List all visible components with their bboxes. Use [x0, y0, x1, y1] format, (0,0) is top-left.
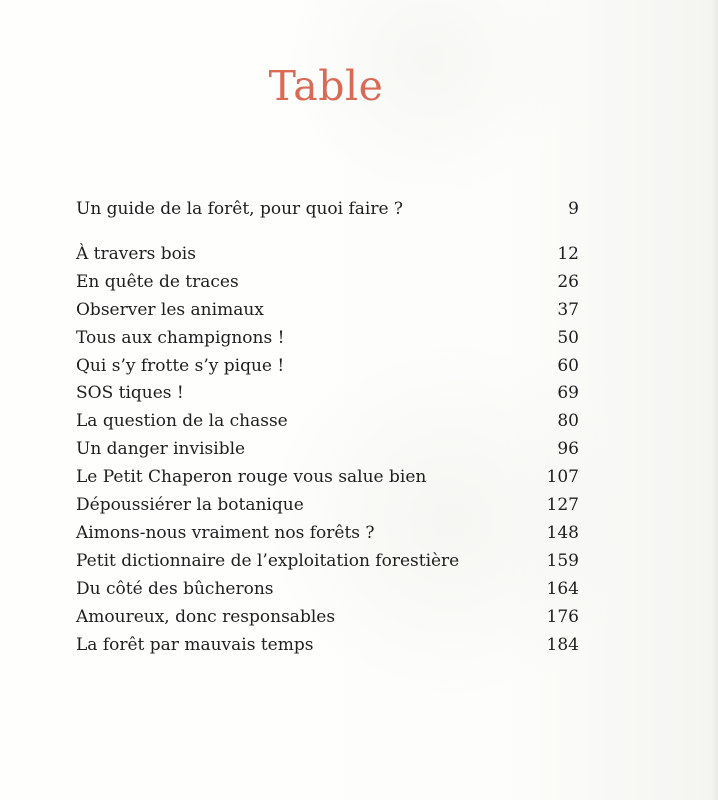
- toc-entry: [76, 633, 579, 657]
- toc-entry-page-number: 96: [557, 439, 579, 459]
- toc-entry: [76, 354, 579, 378]
- toc-entry-label: À travers bois: [76, 244, 196, 264]
- toc-entry-label: En quête de traces: [76, 272, 239, 292]
- toc-entry-label: Tous aux champignons !: [76, 328, 285, 348]
- toc-entry-page-number: 148: [546, 523, 579, 543]
- toc-entry-page-number: 159: [546, 551, 579, 571]
- toc-entry: [76, 549, 579, 573]
- toc-entry-label: SOS tiques !: [76, 383, 184, 403]
- toc-entry: [76, 521, 579, 545]
- toc-entry: [76, 298, 579, 322]
- toc-entry-page-number: 184: [546, 635, 579, 655]
- toc-entry: [76, 270, 579, 294]
- toc-entry-page-number: 12: [557, 244, 579, 264]
- toc-entry-label: Un danger invisible: [76, 439, 246, 459]
- toc-entry: [76, 409, 579, 433]
- toc-entry-label: Petit dictionnaire de l’exploitation forestière: [76, 551, 460, 571]
- toc-entry: [76, 437, 579, 461]
- toc-entry: [76, 493, 579, 517]
- toc-entry-page-number: 9: [568, 199, 579, 219]
- toc-entry-page-number: 164: [546, 579, 579, 599]
- toc-entry: [76, 381, 579, 405]
- toc-entry: [76, 326, 579, 350]
- toc-entry-page-number: 26: [557, 272, 579, 292]
- page-title: Table: [268, 62, 384, 110]
- toc-entry: [76, 577, 579, 601]
- toc-entry-page-number: 37: [557, 300, 579, 320]
- toc-entry-label: Observer les animaux: [76, 300, 264, 320]
- page-edge-shadow: [710, 0, 718, 800]
- toc-entry-page-number: 127: [546, 495, 579, 515]
- toc-entry: [76, 242, 579, 266]
- toc-entry-label: Amoureux, donc responsables: [76, 607, 336, 627]
- toc-entry-page-number: 50: [557, 328, 579, 348]
- toc-entry-intro: [76, 197, 579, 221]
- toc-entry-label: Un guide de la forêt, pour quoi faire ?: [76, 199, 404, 219]
- toc-entry-page-number: 60: [557, 356, 579, 376]
- toc-entry-label: La question de la chasse: [76, 411, 288, 431]
- toc-entry: [76, 605, 579, 629]
- toc-entry-label: La forêt par mauvais temps: [76, 635, 314, 655]
- toc-entry-page-number: 80: [557, 411, 579, 431]
- toc-entry-label: Qui s’y frotte s’y pique !: [76, 356, 285, 376]
- toc-entry-label: Du côté des bûcherons: [76, 579, 274, 599]
- toc-entry-page-number: 69: [557, 383, 579, 403]
- toc-entry-page-number: 107: [546, 467, 579, 487]
- toc-entry-label: Aimons-nous vraiment nos forêts ?: [76, 523, 375, 543]
- toc-entry-label: Le Petit Chaperon rouge vous salue bien: [76, 467, 427, 487]
- toc-entry-page-number: 176: [546, 607, 579, 627]
- toc-entry: [76, 465, 579, 489]
- toc-entry-label: Dépoussiérer la botanique: [76, 495, 304, 515]
